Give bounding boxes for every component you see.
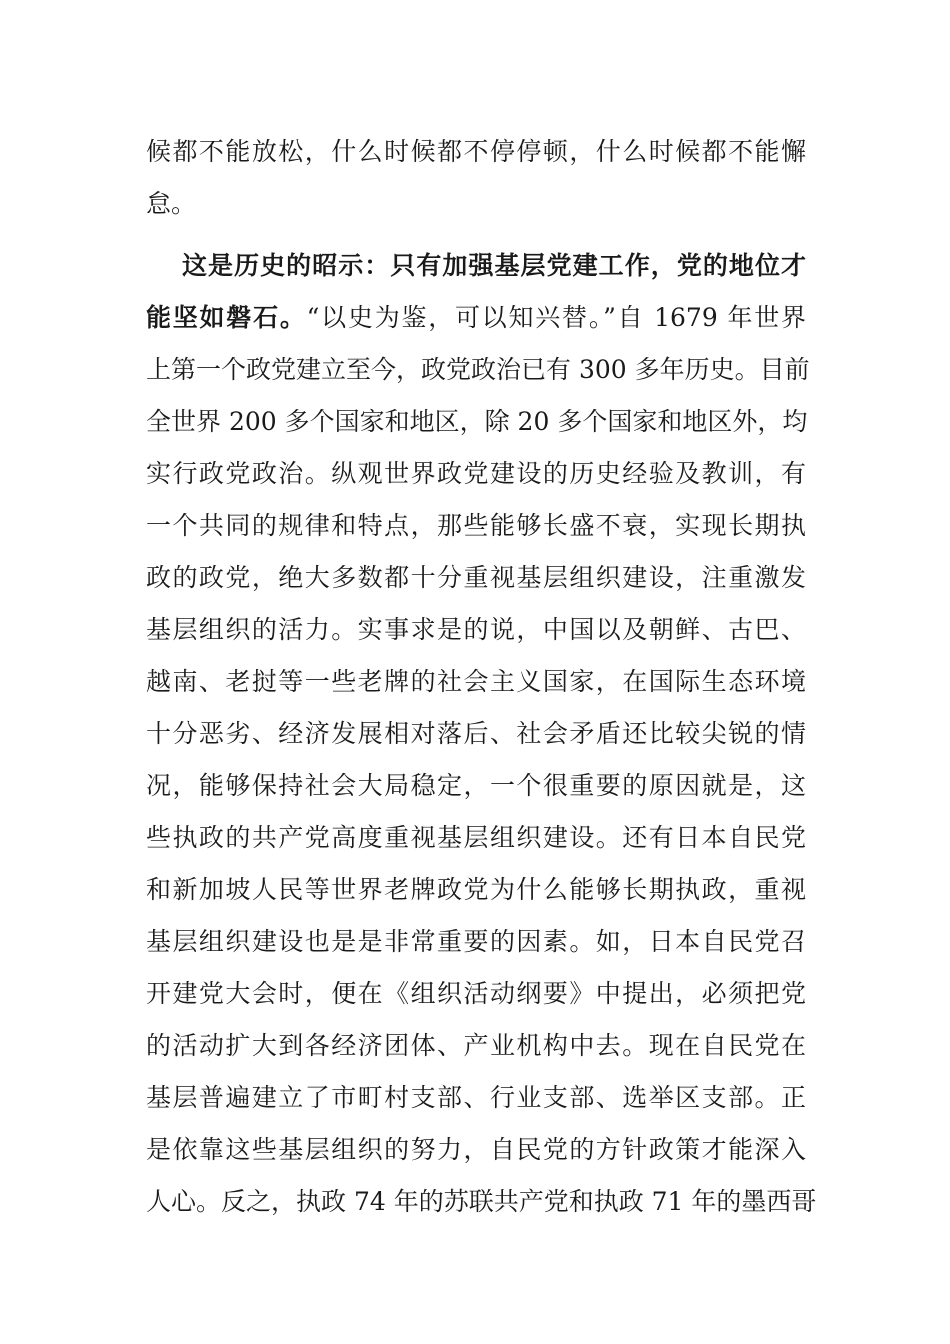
text-line: 基层组织建设也是是非常重要的因素。如，日本自民党召: [146, 927, 806, 956]
text-line: 况，能够保持社会大局稳定，一个很重要的原因就是，这: [146, 771, 806, 800]
text-line: 人心。反之，执政 74 年的苏联共产党和执政 71 年的墨西哥: [146, 1187, 817, 1216]
text-line: 上第一个政党建立至今，政党政治已有 300 多年历史。目前: [146, 355, 810, 384]
text-line: 实行政党政治。纵观世界政党建设的历史经验及教训，有: [146, 459, 806, 488]
bold-heading-end: 能坚如磐石。: [146, 303, 307, 332]
text-line: 怠。: [146, 189, 197, 218]
text-line: 候都不能放松，什么时候都不停停顿，什么时候都不能懈: [146, 137, 806, 166]
bold-heading-line: 这是历史的昭示：只有加强基层党建工作，党的地位才: [182, 251, 806, 280]
text-line: 基层普遍建立了市町村支部、行业支部、选举区支部。正: [146, 1083, 806, 1112]
text-line: 政的政党，绝大多数都十分重视基层组织建设，注重激发: [146, 563, 806, 592]
text-line: 开建党大会时，便在《组织活动纲要》中提出，必须把党: [146, 979, 806, 1008]
text-line: [146, 292, 806, 344]
paragraph-continuation: [146, 126, 806, 230]
text-line: 是依靠这些基层组织的努力，自民党的方针政策才能深入: [146, 1135, 806, 1164]
text-line: 的活动扩大到各经济团体、产业机构中去。现在自民党在: [146, 1031, 806, 1060]
text-line: 十分恶劣、经济发展相对落后、社会矛盾还比较尖锐的情: [146, 719, 806, 748]
text-line: 基层组织的活力。实事求是的说，中国以及朝鲜、古巴、: [146, 615, 806, 644]
paragraph-history: [146, 240, 817, 1228]
quote-text: “以史为鉴，可以知兴替。”自 1679 年世界: [306, 303, 806, 332]
text-line: 一个共同的规律和特点，那些能够长盛不衰，实现长期执: [146, 511, 806, 540]
text-line: 全世界 200 多个国家和地区，除 20 多个国家和地区外，均: [146, 407, 808, 436]
text-line: 和新加坡人民等世界老牌政党为什么能够长期执政，重视: [146, 875, 806, 904]
text-line: 些执政的共产党高度重视基层组织建设。还有日本自民党: [146, 823, 806, 852]
text-line: 越南、老挝等一些老牌的社会主义国家，在国际生态环境: [146, 667, 806, 696]
